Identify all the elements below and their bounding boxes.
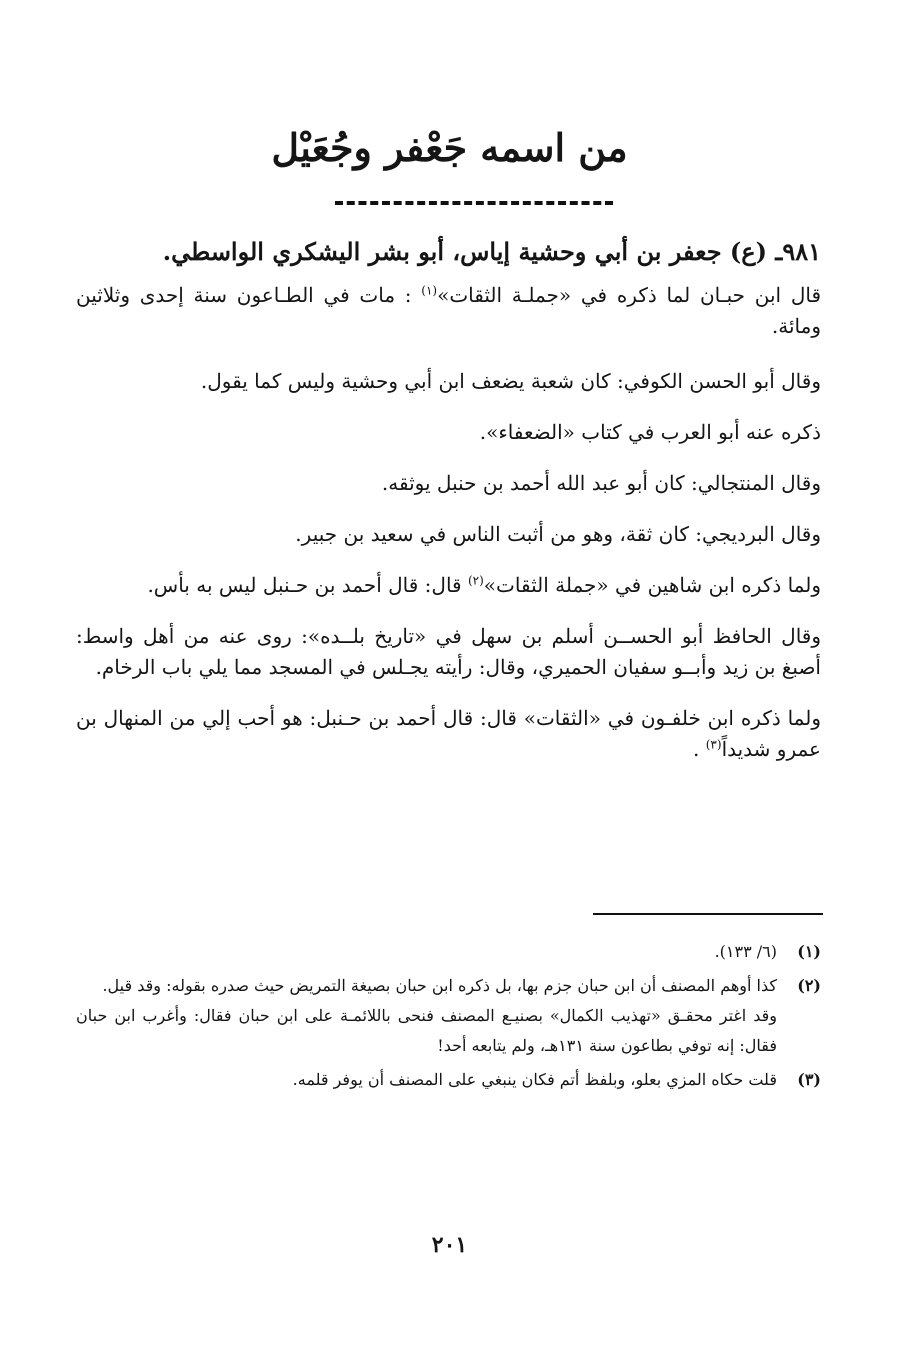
paragraph-text: ولما ذكره ابن خلفـون في «الثقات» قال: قال أحمد بن حـنبل: هو أحب إلي من المنهال بن عمرو شديداً: [76, 706, 821, 761]
footnote-text: [76, 971, 777, 1061]
footnote-line: (٦/ ١٣٣).: [714, 942, 777, 961]
footnote-3: [76, 1065, 821, 1095]
entry-heading: ٩٨١ـ (ع) جعفر بن أبي وحشية إياس، أبو بشر اليشكري الواسطي.: [162, 237, 821, 266]
paragraph-ibn-khalfun: [76, 703, 821, 765]
footnote-line: وقد اغتر محقـق «تهذيب الكمال» بصنيـع المصنف فنحى باللائمـة على ابن حبان فقال: وأغرب ابن حبان فقال: إنه توفي بطاعون سنة ١٣١هـ، ولم يتابعه أحد!: [76, 1006, 777, 1055]
footnote-2: [76, 971, 821, 1061]
footnote-line: قلت حكاه المزي بعلو، وبلفظ أتم فكان ينبغي على المصنف أن يوفر قلمه.: [292, 1070, 777, 1089]
paragraph-muntajali: وقال المنتجالي: كان أبو عبد الله أحمد بن حنبل يوثقه.: [381, 471, 821, 495]
paragraph-ibn-shahin: [76, 570, 821, 601]
paragraph-ibn-hibban: [76, 280, 821, 342]
chapter-title: من اسمه جَعْفر وجُعَيْل: [271, 125, 628, 170]
paragraph-aslam-bin-sahl: وقال الحافظ أبو الحســن أسلم بن سهل في «تاريخ بلــده»: روى عنه من أهل واسط: أصبغ بن زيد وأبــو سفيان الحميري، وقال: رأيته يجـلس في المسجد مما يلي باب الرخام.: [76, 624, 821, 679]
footnote-ref-1: (١): [421, 283, 438, 298]
footnote-ref-3: (٣): [705, 737, 722, 752]
paragraph-text: : مات في الطـاعون سنة إحدى وثلاثين ومائة.: [76, 283, 821, 338]
footnote-marker: (١): [797, 942, 821, 961]
footnote-marker: (٣): [797, 1070, 821, 1089]
entry-body: [76, 280, 821, 785]
footnote-marker: (٢): [797, 976, 821, 995]
paragraph-text: قال ابن حبـان لما ذكره في «جملـة الثقات»: [437, 283, 822, 307]
paragraph-text: ولما ذكره ابن شاهين في «جملة الثقات»: [483, 573, 821, 597]
paragraph-abu-al-arab: ذكره عنه أبو العرب في كتاب «الضعفاء».: [479, 420, 821, 444]
footnote-text: [76, 937, 777, 967]
footnote-ref-2: (٢): [467, 573, 484, 588]
footnote-text: [76, 1065, 777, 1095]
page-number: ٢٠١: [431, 1232, 468, 1258]
footnote-line: كذا أوهم المصنف أن ابن حبان جزم بها، بل ذكره ابن حبان بصيغة التمريض حيث صدره بقوله: وقد قيل.: [102, 976, 777, 995]
title-divider: [335, 201, 613, 205]
paragraph-text: قال: قال أحمد بن حـنبل ليس به بأس.: [147, 573, 468, 597]
footnote-divider: [593, 913, 823, 915]
paragraph-kufi: وقال أبو الحسن الكوفي: كان شعبة يضعف ابن أبي وحشية وليس كما يقول.: [200, 369, 821, 393]
paragraph-bardiji: وقال البرديجي: كان ثقة، وهو من أثبت الناس في سعيد بن جبير.: [295, 522, 821, 546]
paragraph-text: .: [693, 737, 706, 761]
footnotes: [76, 937, 821, 1099]
footnote-1: [76, 937, 821, 967]
